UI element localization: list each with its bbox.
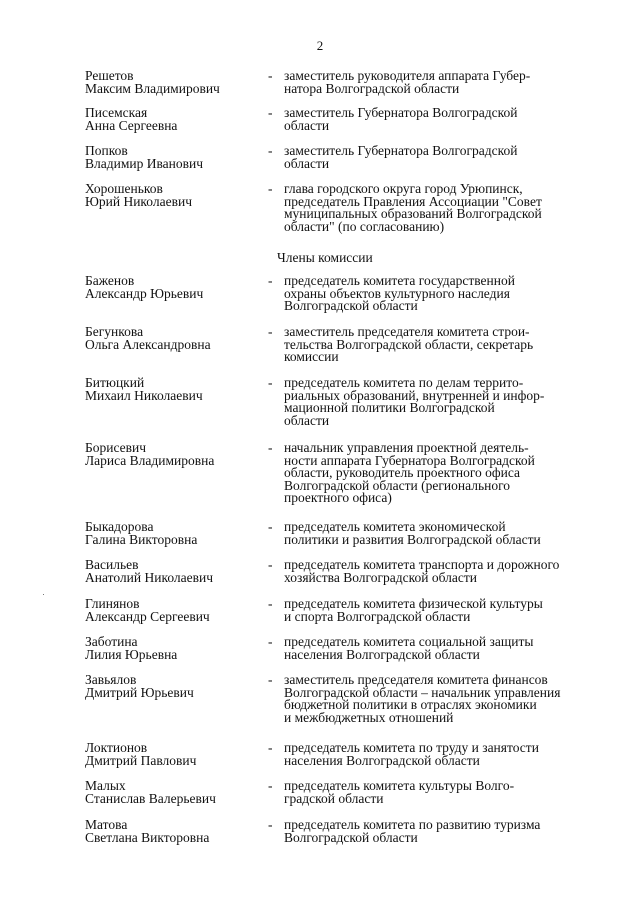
position-line: области, руководитель проектного офиса [284,465,521,481]
member-position [284,742,575,767]
member-dash: - [268,634,273,649]
member-name [85,598,265,623]
member-surname: Локтионов [85,740,148,755]
member-dash: - [268,672,273,687]
position-line: и межбюджетных отношений [284,709,454,725]
position-line: хозяйства Волгоградской области [284,569,477,585]
member-given-names: Галина Викторовна [85,531,198,547]
position-line: заместитель Губернатора Волгоградской [284,143,518,158]
member-name [85,326,265,351]
member-surname: Завьялов [85,672,137,687]
member-position [284,107,575,132]
member-given-names: Станислав Валерьевич [85,790,216,806]
member-position [284,674,575,724]
position-line: председатель комитета физической культуры [284,596,543,611]
position-line: муниципальных образований Волгоградской [284,206,542,222]
member-surname: Васильев [85,557,139,572]
member-dash: - [268,817,273,832]
member-surname: Попков [85,143,128,158]
member-given-names: Светлана Викторовна [85,829,210,845]
member-name [85,377,265,402]
position-line: Волгоградской области – начальник управления [284,684,561,700]
member-dash: - [268,557,273,572]
member-position [284,70,575,95]
member-surname: Писемская [85,105,148,120]
position-line: председатель комитета культуры Волго- [284,778,515,793]
position-line: области [284,155,330,171]
member-dash: - [268,596,273,611]
member-name [85,521,265,546]
member-given-names: Анна Сергеевна [85,117,178,133]
member-given-names: Александр Юрьевич [85,285,204,301]
position-line: председатель комитета по делам террито- [284,375,524,390]
member-name [85,107,265,132]
member-name [85,819,265,844]
position-line: начальник управления проектной деятель- [284,440,529,455]
position-line: председатель комитета по труду и занятости [284,740,539,755]
member-position [284,326,575,364]
member-position [284,442,575,505]
member-surname: Хорошеньков [85,181,163,196]
member-name [85,742,265,767]
position-line: градской области [284,790,384,806]
member-name [85,275,265,300]
member-name [85,636,265,661]
member-surname: Бегункова [85,324,144,339]
member-name [85,183,265,208]
member-given-names: Михаил Николаевич [85,387,203,403]
position-line: председатель комитета экономической [284,519,506,534]
member-dash: - [268,68,273,83]
position-line: населения Волгоградской области [284,752,480,768]
position-line: риальных образований, внутренней и инфор- [284,387,545,403]
member-position [284,636,575,661]
position-line: комиссии [284,349,339,365]
member-dash: - [268,440,273,455]
member-surname: Баженов [85,273,135,288]
member-position [284,145,575,170]
member-name [85,559,265,584]
member-position [284,780,575,805]
position-line: председатель Правления Ассоциации "Совет [284,193,542,209]
member-name [85,70,265,95]
member-name [85,442,265,467]
position-line: ности аппарата Губернатора Волгоградской [284,452,535,468]
member-position [284,377,575,427]
section-title: Члены комиссии [277,250,373,265]
member-dash: - [268,181,273,196]
position-line: Волгоградской области [284,298,418,314]
position-line: области [284,117,330,133]
member-given-names: Лилия Юрьевна [85,646,178,662]
member-dash: - [268,273,273,288]
position-line: председатель комитета транспорта и дорожного [284,557,560,572]
position-line: мационной политики Волгоградской [284,400,495,416]
member-given-names: Максим Владимирович [85,80,220,96]
position-line: глава городского округа город Урюпинск, [284,181,523,196]
position-line: бюджетной политики в отраслях экономики [284,697,537,713]
scan-speck [43,594,44,595]
page-number: 2 [316,38,324,53]
position-line: Волгоградской области (регионального [284,477,511,493]
position-line: проектного офиса) [284,490,392,506]
member-dash: - [268,324,273,339]
position-line: политики и развития Волгоградской области [284,531,541,547]
member-name [85,145,265,170]
position-line: заместитель руководителя аппарата Губер- [284,68,531,83]
member-position [284,183,575,233]
member-dash: - [268,778,273,793]
member-surname: Быкадорова [85,519,154,534]
member-dash: - [268,375,273,390]
member-name [85,780,265,805]
member-surname: Борисевич [85,440,147,455]
member-position [284,559,575,584]
member-position [284,275,575,313]
member-given-names: Владимир Иванович [85,155,204,171]
position-line: и спорта Волгоградской области [284,608,471,624]
member-dash: - [268,519,273,534]
member-surname: Битюцкий [85,375,145,390]
member-position [284,598,575,623]
position-line: Волгоградской области [284,829,418,845]
position-line: председатель комитета по развитию туризма [284,817,541,832]
member-name [85,674,265,699]
member-dash: - [268,740,273,755]
member-given-names: Ольга Александровна [85,336,211,352]
member-given-names: Александр Сергеевич [85,608,210,624]
member-position [284,819,575,844]
member-given-names: Анатолий Николаевич [85,569,213,585]
position-line: охраны объектов культурного наследия [284,285,510,301]
position-line: заместитель председателя комитета финансов [284,672,548,687]
member-position [284,521,575,546]
position-line: области" (по согласованию) [284,218,445,234]
position-line: населения Волгоградской области [284,646,480,662]
member-given-names: Юрий Николаевич [85,193,192,209]
member-surname: Заботина [85,634,138,649]
member-given-names: Дмитрий Павлович [85,752,197,768]
member-surname: Малых [85,778,126,793]
member-surname: Матова [85,817,128,832]
member-given-names: Лариса Владимировна [85,452,215,468]
member-dash: - [268,143,273,158]
position-line: натора Волгоградской области [284,80,460,96]
position-line: заместитель председателя комитета строи- [284,324,530,339]
member-given-names: Дмитрий Юрьевич [85,684,194,700]
member-dash: - [268,105,273,120]
position-line: председатель комитета государственной [284,273,515,288]
position-line: области [284,412,330,428]
position-line: заместитель Губернатора Волгоградской [284,105,518,120]
member-surname: Решетов [85,68,134,83]
member-surname: Глинянов [85,596,140,611]
position-line: тельства Волгоградской области, секретарь [284,336,534,352]
position-line: председатель комитета социальной защиты [284,634,534,649]
